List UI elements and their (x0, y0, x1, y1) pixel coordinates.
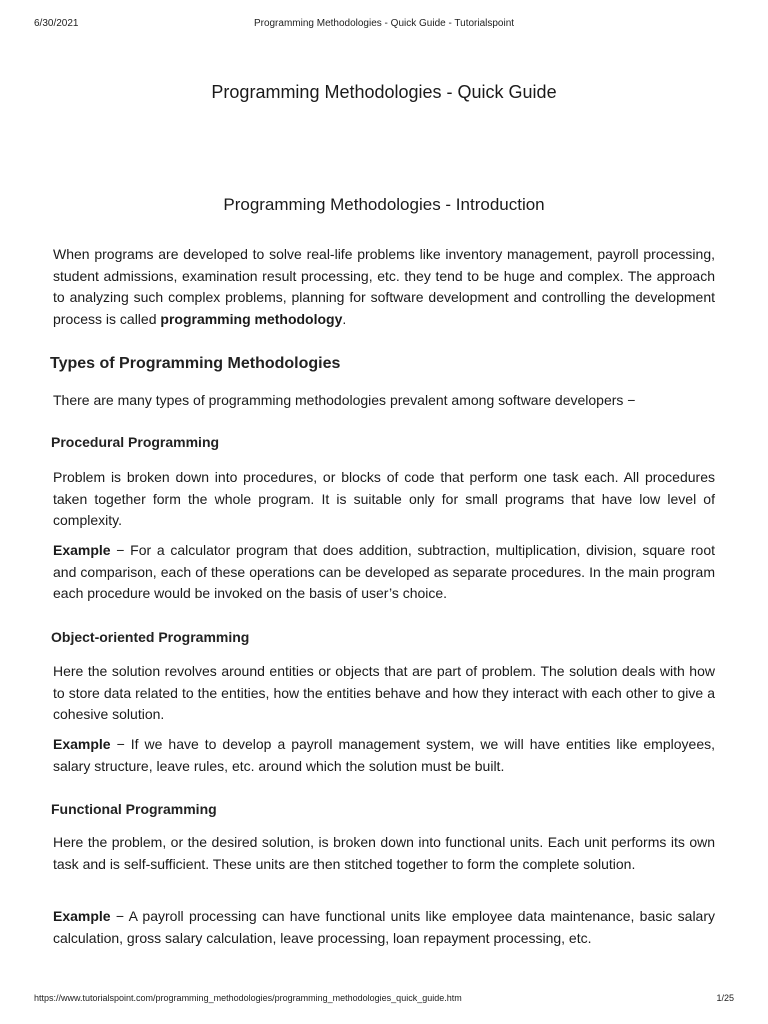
functional-example-label: Example (53, 908, 111, 924)
oop-example (53, 734, 715, 777)
intro-bold-term: programming methodology (160, 310, 343, 327)
procedural-example (53, 540, 715, 605)
types-lead: There are many types of programming methodologies prevalent among software developers − (53, 392, 636, 408)
page-title: Programming Methodologies - Quick Guide (211, 82, 557, 102)
procedural-text: Problem is broken down into procedures, or blocks of code that perform one task each. All procedures taken together form the whole program. It is suitable only for small programs that have low level of complexity. (53, 469, 715, 528)
intro-end: . (342, 310, 347, 327)
functional-heading: Functional Programming (51, 801, 217, 817)
page-url: https://www.tutorialspoint.com/programming_methodologies/programming_methodologies_quick_guide.htm (34, 993, 462, 1003)
functional-example-text: − A payroll processing can have functional units like employee data maintenance, basic salary calculation, gross salary calculation, leave processing, loan repayment processing, etc. (53, 908, 715, 946)
functional-paragraph (53, 832, 715, 875)
intro-paragraph (53, 244, 715, 330)
page-number: 1/25 (716, 993, 734, 1003)
oop-text: Here the solution revolves around entities or objects that are part of problem. The solution deals with how to store data related to the entities, how the entities behave and how they interact with each other to give a cohesive solution. (53, 663, 715, 722)
types-heading: Types of Programming Methodologies (50, 355, 341, 372)
functional-text: Here the problem, or the desired solution, is broken down into functional units. Each unit performs its own task and is self-sufficient. These units are then stitched together to form the complete solution. (53, 834, 715, 872)
functional-example (53, 906, 715, 949)
oop-paragraph (53, 661, 715, 726)
intro-text: When programs are developed to solve real-life problems like inventory management, payroll processing, student admissions, examination result processing, etc. they tend to be huge and complex. The approach to analyzing such complex problems, planning for software development and controlling the development process is called (53, 246, 715, 327)
procedural-example-text: − For a calculator program that does addition, subtraction, multiplication, division, square root and comparison, each of these operations can be developed as separate procedures. In the main program each procedure would be invoked on the basis of user’s choice. (53, 542, 715, 601)
procedural-example-label: Example (53, 542, 111, 558)
oop-example-text: − If we have to develop a payroll management system, we will have entities like employees, salary structure, leave rules, etc. around which the solution must be built. (53, 736, 715, 774)
types-lead-paragraph (53, 390, 715, 412)
procedural-paragraph (53, 467, 715, 532)
procedural-heading: Procedural Programming (51, 434, 220, 450)
section-title: Programming Methodologies - Introduction (223, 195, 545, 214)
oop-example-label: Example (53, 736, 111, 752)
print-date: 6/30/2021 (34, 18, 79, 29)
print-doc-title: Programming Methodologies - Quick Guide - Tutorialspoint (253, 18, 515, 29)
oop-heading: Object-oriented Programming (51, 629, 250, 645)
